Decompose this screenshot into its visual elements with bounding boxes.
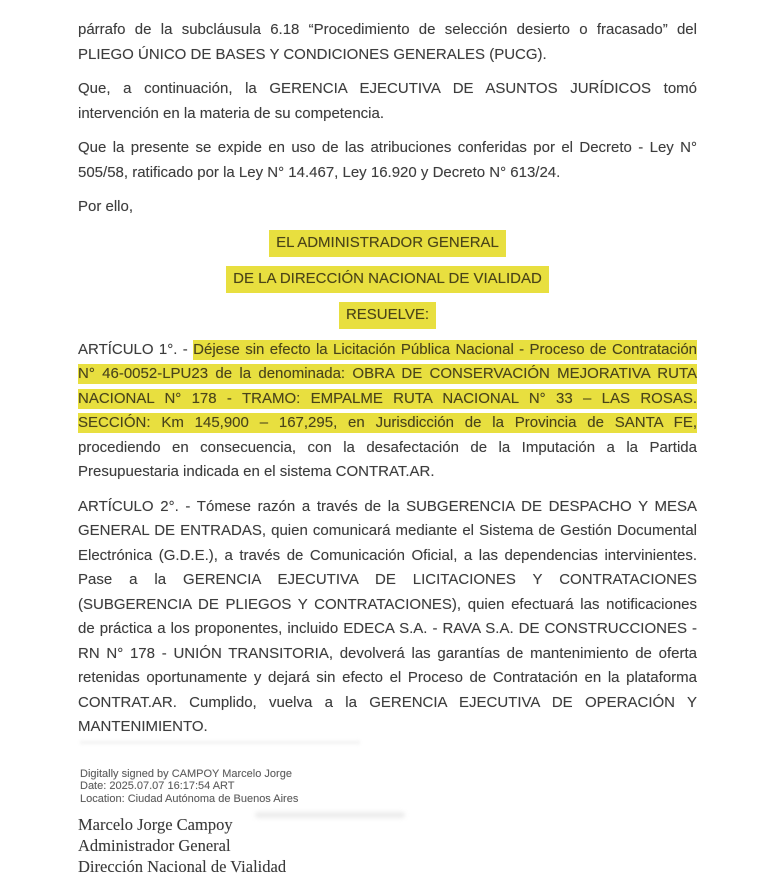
digital-signature-date: Date: 2025.07.07 16:17:54 ART [80,780,235,792]
paragraph-gerencia-juridicos: Que, a continuación, la GERENCIA EJECUTIVA DE ASUNTOS JURÍDICOS tomó intervención en la materia de su competencia. [78,80,697,122]
scan-artifact [255,812,405,818]
paragraph-pucg: párrafo de la subcláusula 6.18 “Procedimiento de selección desierto o fracasado” del PLIEGO ÚNICO DE BASES Y CONDICIONES GENERALES (PUCG). [78,21,697,63]
article-1-label: ARTÍCULO 1°. - [78,340,194,358]
digital-signature-location: Location: Ciudad Autónoma de Buenos Aires [80,792,299,805]
heading-resuelve: RESUELVE: [339,302,436,329]
article-1-rest: procediendo en consecuencia, con la desafectación de la Imputación a la Partida Presupuestaria indicada en el sistema CONTRAT.AR. [78,438,697,480]
article-1-highlighted-text: Déjese sin efecto la Licitación Pública Nacional - Proceso de Contratación N° 46-0052-LPU23 de la denominada: OBRA DE CONSERVACIÓN MEJORATIVA RUTA NACIONAL N° 178 - TRAMO: EMPALME RUTA NACIONAL N° 33 – LAS ROSAS. SECCIÓN: Km 145,900 – 167,295, en Jurisdicción de la Provincia de SANTA FE, [78,340,697,431]
signer-name: Marcelo Jorge Campoy [78,815,233,834]
signer-block [78,814,697,877]
digital-signature-block [80,768,697,806]
resolution-headings [78,230,697,329]
signer-title: Administrador General [78,836,231,855]
heading-line [78,266,697,293]
heading-line [78,302,697,329]
heading-direccion-nacional-vialidad: DE LA DIRECCIÓN NACIONAL DE VIALIDAD [226,266,549,293]
digital-signature-signed-by: Digitally signed by CAMPOY Marcelo Jorge [80,767,292,780]
scan-artifact [80,741,360,744]
signer-organization: Dirección Nacional de Vialidad [78,857,287,876]
heading-administrador-general: EL ADMINISTRADOR GENERAL [269,230,506,257]
heading-line [78,230,697,257]
paragraph-atribuciones: Que la presente se expide en uso de las atribuciones conferidas por el Decreto - Ley N° 505/58, ratificado por la Ley N° 14.467, Ley 16.920 y Decreto N° 613/24. [78,139,697,181]
article-2-paragraph: ARTÍCULO 2°. - Tómese razón a través de la SUBGERENCIA DE DESPACHO Y MESA GENERAL DE ENTRADAS, quien comunicará mediante el Sistema de Gestión Documental Electrónica (G.D.E.), a través de Comunicación Oficial, a las dependencias intervinientes. Pase a la GERENCIA EJECUTIVA DE LICITACIONES Y CONTRATACIONES (SUBGERENCIA DE PLIEGOS Y CONTRATACIONES), quien efectuará las notificaciones de práctica a los proponentes, incluido EDECA S.A. - RAVA S.A. DE CONSTRUCCIONES - RN N° 178 - UNIÓN TRANSITORIA, devolverá las garantías de mantenimiento de oferta retenidas oportunamente y dejará sin efecto el Proceso de Contratación en la plataforma CONTRAT.AR. Cumplido, vuelva a la GERENCIA EJECUTIVA DE OPERACIÓN Y MANTENIMIENTO. [78,497,697,735]
article-1-paragraph [78,338,697,485]
paragraph-por-ello: Por ello, [78,198,134,215]
